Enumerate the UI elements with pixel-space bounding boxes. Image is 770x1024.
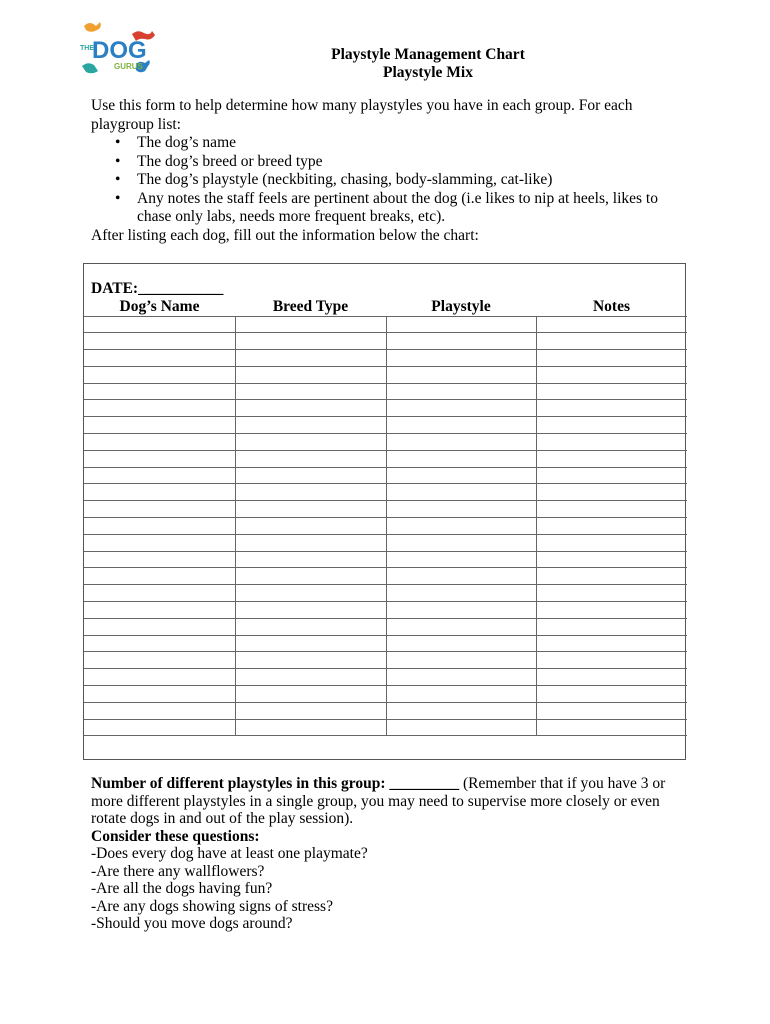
cell-notes[interactable] [536, 568, 687, 585]
cell-playstyle[interactable] [386, 501, 536, 518]
column-header-breed-type: Breed Type [235, 298, 386, 316]
table-row [84, 719, 687, 736]
cell-playstyle[interactable] [386, 350, 536, 367]
cell-playstyle[interactable] [386, 686, 536, 703]
cell-notes[interactable] [536, 702, 687, 719]
cell-notes[interactable] [536, 518, 687, 535]
cell-dog-name[interactable] [84, 669, 235, 686]
cell-dog-name[interactable] [84, 501, 235, 518]
cell-playstyle[interactable] [386, 669, 536, 686]
cell-playstyle[interactable] [386, 434, 536, 451]
cell-dog-name[interactable] [84, 450, 235, 467]
instructions-after: After listing each dog, fill out the information below the chart: [91, 226, 479, 244]
cell-breed-type[interactable] [235, 669, 386, 686]
cell-dog-name[interactable] [84, 702, 235, 719]
cell-breed-type[interactable] [235, 434, 386, 451]
question-item: -Are any dogs showing signs of stress? [91, 897, 333, 915]
cell-playstyle[interactable] [386, 602, 536, 619]
cell-notes[interactable] [536, 534, 687, 551]
cell-notes[interactable] [536, 434, 687, 451]
table-row [84, 702, 687, 719]
cell-breed-type[interactable] [235, 333, 386, 350]
cell-notes[interactable] [536, 585, 687, 602]
cell-dog-name[interactable] [84, 602, 235, 619]
table-row [84, 350, 687, 367]
playstyle-count-line [91, 775, 691, 828]
table-row [84, 551, 687, 568]
cell-notes[interactable] [536, 316, 687, 333]
table-row [84, 501, 687, 518]
table-header-row [84, 298, 687, 316]
cell-playstyle[interactable] [386, 316, 536, 333]
cell-breed-type[interactable] [235, 602, 386, 619]
cell-notes[interactable] [536, 350, 687, 367]
cell-playstyle[interactable] [386, 635, 536, 652]
cell-dog-name[interactable] [84, 534, 235, 551]
cell-playstyle[interactable] [386, 568, 536, 585]
cell-breed-type[interactable] [235, 719, 386, 736]
cell-notes[interactable] [536, 333, 687, 350]
table-row [84, 316, 687, 333]
column-header-dog-name: Dog’s Name [84, 298, 235, 316]
cell-dog-name[interactable] [84, 719, 235, 736]
cell-playstyle[interactable] [386, 417, 536, 434]
table-row [84, 618, 687, 635]
logo-dog-text: DOG [92, 37, 147, 64]
cell-notes[interactable] [536, 686, 687, 703]
cell-breed-type[interactable] [235, 350, 386, 367]
cell-playstyle[interactable] [386, 518, 536, 535]
cell-notes[interactable] [536, 602, 687, 619]
table-row [84, 652, 687, 669]
table-row [84, 400, 687, 417]
cell-notes[interactable] [536, 501, 687, 518]
cell-notes[interactable] [536, 618, 687, 635]
table-row [84, 635, 687, 652]
cell-playstyle[interactable] [386, 534, 536, 551]
the-dog-gurus-logo [76, 20, 162, 80]
cell-breed-type[interactable] [235, 551, 386, 568]
cell-dog-name[interactable] [84, 333, 235, 350]
table-row [84, 585, 687, 602]
table-row [84, 467, 687, 484]
question-item: -Does every dog have at least one playmate? [91, 845, 368, 862]
cell-breed-type[interactable] [235, 316, 386, 333]
cell-playstyle[interactable] [386, 652, 536, 669]
table-row [84, 450, 687, 467]
table-row [84, 333, 687, 350]
document-title: Playstyle Management Chart [331, 46, 525, 63]
cell-notes[interactable] [536, 652, 687, 669]
cell-playstyle[interactable] [386, 333, 536, 350]
cell-breed-type[interactable] [235, 400, 386, 417]
instructions-list-item: • The dog’s playstyle (neckbiting, chasing, body-slamming, cat-like) [91, 171, 691, 190]
instructions [91, 97, 691, 245]
cell-notes[interactable] [536, 450, 687, 467]
table-row [84, 484, 687, 501]
cell-notes[interactable] [536, 719, 687, 736]
cell-breed-type[interactable] [235, 501, 386, 518]
cell-dog-name[interactable] [84, 434, 235, 451]
instructions-list-item: • Any notes the staff feels are pertinent about the dog (i.e likes to nip at heels, likes to chase only labs, needs more frequent breaks, etc). [91, 190, 691, 227]
cell-breed-type[interactable] [235, 484, 386, 501]
table-row [84, 366, 687, 383]
table-row [84, 669, 687, 686]
date-field[interactable]: DATE:___________ [91, 280, 224, 297]
column-header-notes: Notes [536, 298, 687, 316]
cell-breed-type[interactable] [235, 585, 386, 602]
playstyle-count-label[interactable]: Number of different playstyles in this group: _________ [91, 775, 460, 792]
cell-dog-name[interactable] [84, 350, 235, 367]
cell-notes[interactable] [536, 669, 687, 686]
instructions-lead: Use this form to help determine how many playstyles you have in each group. For each playgroup list: [91, 97, 633, 133]
table-row [84, 568, 687, 585]
cell-dog-name[interactable] [84, 417, 235, 434]
cell-notes[interactable] [536, 383, 687, 400]
question-item: -Are all the dogs having fun? [91, 880, 273, 897]
cell-breed-type[interactable] [235, 568, 386, 585]
cell-breed-type[interactable] [235, 618, 386, 635]
cell-dog-name[interactable] [84, 551, 235, 568]
cell-playstyle[interactable] [386, 585, 536, 602]
cell-dog-name[interactable] [84, 484, 235, 501]
column-header-playstyle: Playstyle [386, 298, 536, 316]
cell-dog-name[interactable] [84, 635, 235, 652]
cell-breed-type[interactable] [235, 652, 386, 669]
cell-dog-name[interactable] [84, 467, 235, 484]
cell-breed-type[interactable] [235, 467, 386, 484]
cell-dog-name[interactable] [84, 585, 235, 602]
cell-dog-name[interactable] [84, 568, 235, 585]
cell-notes[interactable] [536, 417, 687, 434]
cell-playstyle[interactable] [386, 484, 536, 501]
logo-gurus-text: GURUS [114, 62, 143, 71]
cell-breed-type[interactable] [235, 702, 386, 719]
cell-playstyle[interactable] [386, 467, 536, 484]
cell-dog-name[interactable] [84, 518, 235, 535]
cell-playstyle[interactable] [386, 702, 536, 719]
cell-playstyle[interactable] [386, 366, 536, 383]
cell-dog-name[interactable] [84, 686, 235, 703]
question-item: -Should you move dogs around? [91, 915, 293, 932]
question-item: -Are there any wallflowers? [91, 862, 265, 880]
table-row [84, 534, 687, 551]
cell-dog-name[interactable] [84, 618, 235, 635]
table-row [84, 518, 687, 535]
cell-playstyle[interactable] [386, 551, 536, 568]
cell-playstyle[interactable] [386, 400, 536, 417]
cell-breed-type[interactable] [235, 518, 386, 535]
instructions-list [91, 134, 691, 227]
cell-notes[interactable] [536, 635, 687, 652]
cell-breed-type[interactable] [235, 366, 386, 383]
playstyle-count-note: (Remember that if you have 3 or more different playstyles in a single group, you may need to supervise more closely or even rotate dogs in and out of the play session). [91, 775, 666, 827]
table-row [84, 602, 687, 619]
instructions-list-item: • The dog’s name [91, 134, 691, 153]
cell-dog-name[interactable] [84, 652, 235, 669]
cell-playstyle[interactable] [386, 383, 536, 400]
cell-playstyle[interactable] [386, 719, 536, 736]
table-body [84, 316, 687, 736]
document-header [250, 46, 606, 82]
cell-playstyle[interactable] [386, 618, 536, 635]
cell-dog-name[interactable] [84, 400, 235, 417]
cell-breed-type[interactable] [235, 635, 386, 652]
cell-notes[interactable] [536, 400, 687, 417]
cell-breed-type[interactable] [235, 686, 386, 703]
logo-the-text: THE [80, 45, 94, 52]
cell-notes[interactable] [536, 551, 687, 568]
cell-breed-type[interactable] [235, 383, 386, 400]
cell-playstyle[interactable] [386, 450, 536, 467]
cell-dog-name[interactable] [84, 316, 235, 333]
cell-dog-name[interactable] [84, 383, 235, 400]
playstyle-table [84, 298, 687, 736]
cell-notes[interactable] [536, 467, 687, 484]
cell-notes[interactable] [536, 366, 687, 383]
document-subtitle: Playstyle Mix [383, 64, 473, 81]
questions-heading: Consider these questions: [91, 827, 260, 845]
instructions-list-item: • The dog’s breed or breed type [91, 153, 691, 172]
cell-breed-type[interactable] [235, 534, 386, 551]
cell-dog-name[interactable] [84, 366, 235, 383]
table-row [84, 417, 687, 434]
dog-logo-graphic [76, 20, 162, 80]
table-row [84, 383, 687, 400]
cell-breed-type[interactable] [235, 450, 386, 467]
table-row [84, 434, 687, 451]
follow-up-section [91, 775, 691, 933]
cell-notes[interactable] [536, 484, 687, 501]
table-row [84, 686, 687, 703]
cell-breed-type[interactable] [235, 417, 386, 434]
